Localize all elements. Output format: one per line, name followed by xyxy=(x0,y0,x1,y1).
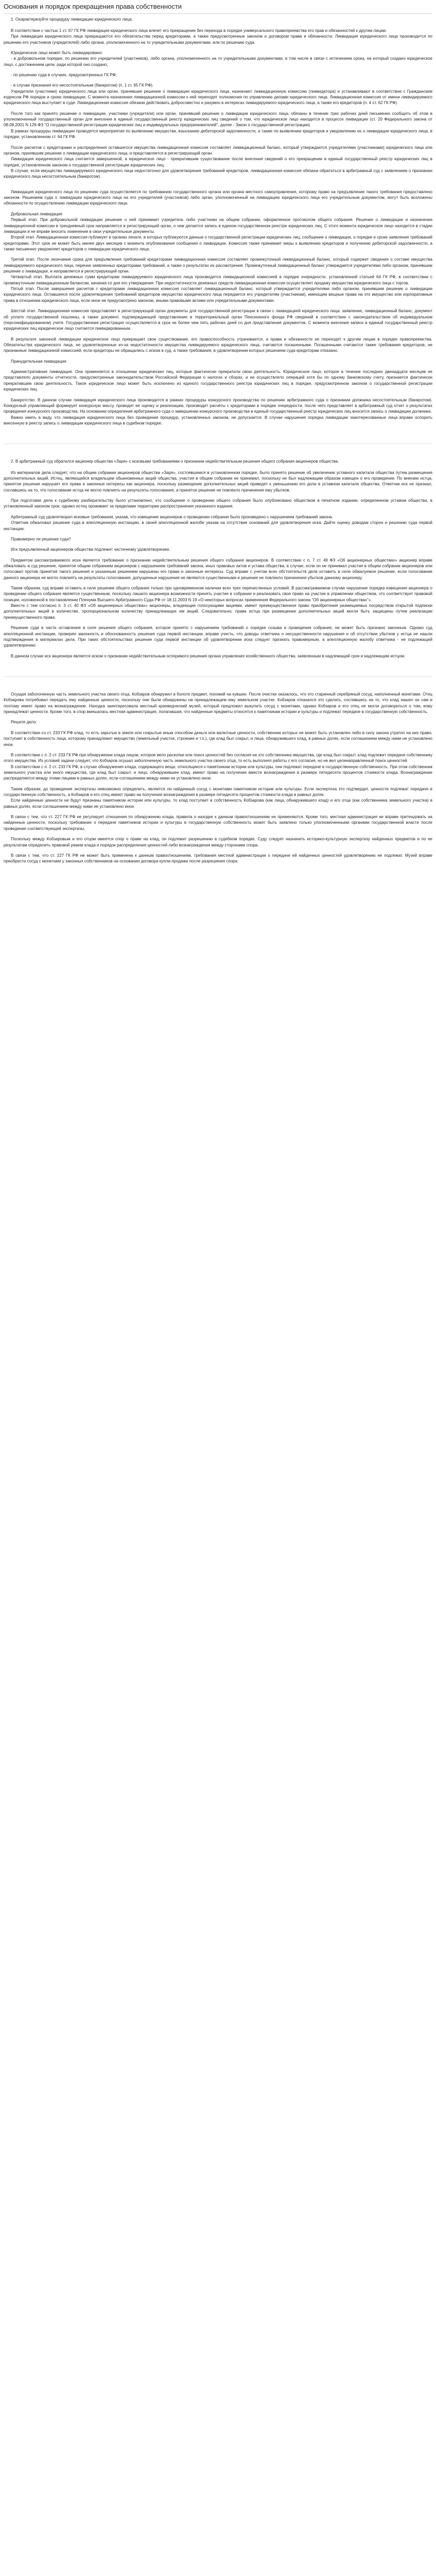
question-2-title: 2. В арбитражный суд обратился акционер общества «Заря» с исковыми требованиями о признании недействительным решения общего собрания акционеров общества. xyxy=(11,459,339,464)
answer-paragraph: В связи с тем, что ст. 227 ГК РФ не регулирует отношения по обнаружению клада, правила о находке к данным правоотношениям не применяются. Кроме того, местная администрация не вправе претендовать на найденные ценности, поскольку требование о передаче памятников истории и культуры в государственную собственность может быть заявлено только уполномоченными органами государственной власти после проведения соответствующей экспертизы. xyxy=(4,815,432,831)
answer-paragraph: Учредители (участники) юридического лица или орган, принявшие решение о ликвидации юридического лица, назначают ликвидационную комиссию (ликвидатора) и устанавливают в соответствии с Гражданским кодексом РФ порядок и сроки ликвидации. С момента назначения ликвидационной комиссии к ней переходят полномочия по управлению делами юридического лица. Ликвидационная комиссия от имени ликвидируемого юридического лица выступает в суде. Ликвидационная комиссия обязана действовать добросовестно и разумно в интересах ликвидируемого юридического лица, а также его кредиторов (п. 4 ст. 62 ГК РФ). xyxy=(4,89,432,106)
answer-paragraph: При подготовке дела к судебному разбирательству было установлено, что сообщение о проведении общего собрания было опубликовано обществом в печатном издании, определенном уставом общества, в установленный законом срок, однако истец проживает за пределами территории распространения указанного издания. xyxy=(4,498,432,509)
answer-paragraph: В соответствии со ст. 233 ГК РФ клад, то есть зарытые в земле или сокрытые иным способом деньги или валютные ценности, собственник которых не может быть установлен либо в силу закона утратил на них право, поступает в собственность лица, которому принадлежит имущество (земельный участок, строение и т.п.), где клад был сокрыт, и лица, обнаружившего клад, в равных долях, если соглашением между ними не установлено иное. xyxy=(4,730,432,747)
answer-paragraph: Таким образом, суд вправе оставить в силе решение общего собрания только при одновременном наличии всех трех перечисленных условий. В рассматриваемом случае нарушение порядка извещения акционера о проведении общего собрания является существенным, поскольку лишило акционера возможности принять участие в собрании и реализовать свое право на участие в управлении обществом, что соответствует правовой позиции, изложенной в постановлении Пленума Высшего Арбитражного Суда РФ от 18.11.2003 N 19 «О некоторых вопросах применения Федерального закона "Об акционерных обществах"». xyxy=(4,586,432,602)
answer-paragraph: Осущая заболоченную часть земельного участка своего отца, Кобзаров обнаружил в болоте предмет, похожий на кувшин. После очистки оказалось, что это старинный серебряный сосуд, наполненный монетами. Отец Кобзарова потребовал передать ему найденные ценности, поскольку они были обнаружены на принадлежащем ему земельном участке. Кобзаров отказался это сделать, сославшись на то, что клад нашел он сам и поэтому имеет право на вознаграждение. Находка заинтересовала местный краеведческий музей, который предложил выкупить сосуд с монетами, однако Кобзаров и его отец не могли договориться о том, кому принадлежат ценности. Кроме того, в спор вмешалась местная администрация, полагавшая, что найденные предметы относятся к памятникам истории и культуры и подлежат передаче в государственную собственность. xyxy=(4,692,432,715)
answer-paragraph: Ответчик обжаловал решение суда в апелляционную инстанцию, в своей апелляционной жалобе указав на отсутствие оснований для удовлетворения иска. Дайте оценку доводам сторон и решению суда первой инстанции. xyxy=(4,520,432,531)
answer-paragraph: Банкротство. В данном случае ликвидация юридического лица производится в рамках процедуры конкурсного производства по решению арбитражного суда о признании должника несостоятельным (банкротом). Конкурсный управляющий формирует конкурсную массу, проводит ее оценку и реализацию, производит расчеты с кредиторами в порядке очередности, после чего представляет в арбитражный суд отчет о результатах проведения конкурсного производства. На основании определения арбитражного суда о завершении конкурсного производства в единый государственный реестр юридических лиц вносится запись о ликвидации должника. xyxy=(4,397,432,414)
answer-paragraph: Шестой этап. Ликвидационная комиссия представляет в регистрирующий орган документы для государственной регистрации в связи с ликвидацией юридического лица: заявление, ликвидационный баланс, документ об уплате государственной пошлины, а также документ, подтверждающий представление в территориальный орган Пенсионного фонда РФ сведений в соответствии с законодательством об индивидуальном (персонифицированном) учете. Государственная регистрация осуществляется в срок не более чем пять рабочих дней со дня представления документов. С момента внесения записи в единый государственный реестр юридических лиц юридическое лицо считается ликвидированным. xyxy=(4,309,432,331)
answer-paragraph: Добровольная ликвидация xyxy=(11,211,62,216)
answer-paragraph: Решение суда в части оставления в силе решения общего собрания, которое принято с нарушением требований о порядке созыва и проведения собрания, не может быть признано законным. Однако суд апелляционной инстанции, проверяя законность и обоснованность решения суда первой инстанции, вправе учесть, что доводы ответчика о несущественности нарушения и об отсутствии убытков у истца не нашли подтверждения в материалах дела. При таких обстоятельствах решение суда первой инстанции об удовлетворении иска следует признать правомерным, а апелляционную жалобу ответчика - не подлежащей удовлетворению. xyxy=(4,625,432,648)
answer-paragraph: Юридическое лицо может быть ликвидировано: xyxy=(11,50,103,55)
answer-paragraph: В результате законной ликвидации юридическое лицо прекращает свое существование, его правоспособность утрачивается, а права и обязанности не переходят к другим лицам в порядке правопреемства. Обязательства юридического лица, не удовлетворенные из-за недостаточности имущества ликвидируемого юридического лица, считаются погашенными. Погашенными считаются также требования кредиторов, не признанные ликвидационной комиссией, если кредиторы не обращались с иском в суд, а также требования, в удовлетворении которых решением суда кредиторам отказано. xyxy=(4,336,432,353)
answer-paragraph: Пятый этап. После завершения расчетов с кредиторами ликвидационная комиссия составляет ликвидационный баланс, который утверждается учредителями либо органом, принявшим решение о ликвидации юридического лица. Оставшееся после удовлетворения требований кредиторов имущество юридического лица передается его учредителям (участникам), имеющим вещные права на это имущество или корпоративные права в отношении юридического лица, если иное не предусмотрено законом, иными правовыми актами или учредительными документами. xyxy=(4,286,432,303)
answer-paragraph: Вместе с тем согласно п. 3 ст. 40 ФЗ «Об акционерных обществах» акционеры, владеющие голосующими акциями, имеют преимущественное право приобретения размещаемых посредством открытой подписки дополнительных акций в количестве, пропорциональном количеству принадлежащих им акций. Следовательно, права истца при размещении дополнительных акций могли быть защищены путем реализации преимущественного права. xyxy=(4,603,432,620)
answer-paragraph: В связи с тем, что ст. 227 ГК РФ не может быть применена к данным правоотношениям, требования местной администрации о передаче ей найденных ценностей удовлетворению не подлежат. Музей вправе приобрести сосуд с монетами у законных собственников на основании договора купли-продажи после разрешения спора. xyxy=(4,853,432,864)
answer-paragraph: Иск предъявленный акционером общества подлежит частичному удовлетворению. xyxy=(11,547,170,552)
answer-paragraph: - в случае признания его несостоятельным (банкротом) (п. 1 ст. 65 ГК РФ). xyxy=(11,83,154,88)
answer-paragraph: Таким образом, до проведения экспертизы невозможно определить, является ли найденный сосуд с монетами памятником истории или культуры. Если экспертиза это подтвердит, ценности подлежат передаче в государственную собственность, а Кобзаров и его отец имеют право на получение вознаграждения в размере пятидесяти процентов стоимости клада в равных долях. xyxy=(4,786,432,798)
answer-3 xyxy=(4,691,432,865)
answer-paragraph: Поскольку между Кобзаровым и его отцом имеется спор о праве на клад, он подлежит разрешению в судебном порядке. Суду следует назначить историко-культурную экспертизу найденных предметов и по ее результатам определить правовой режим клада и порядок распределения ценностей либо вознаграждения между сторонами спора. xyxy=(4,837,432,848)
answer-paragraph: - в добровольном порядке, по решению его учредителей (участников), либо органа, уполномоченного на то учредительными документами, в том числе в связи с истечением срока, на который создано юридическое лицо, с достижением цели, ради которой оно создано; xyxy=(4,56,432,67)
answer-paragraph: Важно иметь в виду, что ликвидация юридического лица без проведения процедур, установленных законом, не допускается. В случае нарушения порядка ликвидации заинтересованные лица вправе оспорить внесенную в реестр запись о ликвидации юридического лица в судебном порядке. xyxy=(4,415,432,426)
answer-paragraph: Административная ликвидация. Она применяется в отношении юридических лиц, которые фактически прекратили свою деятельность. Юридическое лицо, которое в течение последних двенадцати месяцев не представляло документы отчетности, предусмотренные законодательством Российской Федерации о налогах и сборах, и не осуществляло операций хотя бы по одному банковскому счету, признается фактически прекратившим свою деятельность. Такое юридическое лицо может быть исключено из единого государственного реестра юридических лиц в порядке, предусмотренном законом о государственной регистрации юридических лиц. xyxy=(4,369,432,392)
section-divider xyxy=(4,676,432,677)
answer-paragraph: Первый этап. При добровольной ликвидации решение о ней принимает учредитель либо участники на общем собрании, оформленное протоколом общего собрания. Решение о ликвидации и назначении ликвидационной комиссии в трехдневный срок направляется в регистрирующий орган, о чем делается запись в едином государственном реестре юридических лиц. С этого момента юридическое лицо находится в стадии ликвидации и не вправе вносить изменения в свои учредительные документы. xyxy=(4,217,432,234)
answer-paragraph: Решите дело. xyxy=(11,720,37,725)
answer-paragraph: - по решению суда в случаях, предусмотренных ГК РФ; xyxy=(11,72,117,77)
answer-paragraph: Второй этап. Ликвидационная комиссия публикует в органах печати, в которых публикуются данные о государственной регистрации юридических лиц, сообщение о ликвидации, о порядке и сроке заявления требований кредиторами. Этот срок не может быть менее двух месяцев с момента опубликования сообщения о ликвидации. Комиссия также принимает меры к выявлению кредиторов и получению дебиторской задолженности, а также письменно уведомляет кредиторов о ликвидации юридического лица. xyxy=(4,235,432,251)
answer-paragraph: После расчетов с кредиторами и распределения оставшегося имущества ликвидационная комиссия составляет ликвидационный баланс, который утверждается учредителями (участниками) юридического лица или органом, принявшим решение о ликвидации юридического лица, и представляется в регистрирующий орган. xyxy=(4,145,432,156)
answer-paragraph: Четвертый этап. Выплата денежных сумм кредиторам ликвидируемого юридического лица производится ликвидационной комиссией в порядке очередности, установленной статьей 64 ГК РФ, в соответствии с промежуточным ликвидационным балансом, начиная со дня его утверждения. При недостаточности денежных средств ликвидационная комиссия осуществляет продажу имущества юридического лица с торгов. xyxy=(4,275,432,285)
question-1-title: 1. Охарактеризуйте процедуру ликвидации юридического лица. xyxy=(11,17,133,22)
answer-paragraph: В рамках процедуры ликвидации проводятся мероприятия по выявлению имущества, взысканию дебиторской задолженности, а также по выявлению кредиторов и уведомлению их о ликвидации юридического лица, в порядке, установленном ст. 64 ГК РФ. xyxy=(4,128,432,140)
answer-paragraph: Принудительная ликвидация xyxy=(11,359,66,364)
answer-paragraph: Предметом рассматриваемого иска является требование о признании недействительным решения общего собрания акционеров. В соответствии с п. 7 ст. 49 ФЗ «Об акционерных обществах» акционер вправе обжаловать в суд решение, принятое общим собранием акционеров с нарушением требований закона, иных правовых актов и устава общества, в случае, если он не принимал участия в общем собрании акционеров или голосовал против принятия такого решения и указанным решением нарушены его права и законные интересы. Суд вправе с учетом всех обстоятельств дела оставить в силе обжалуемое решение, если голосование данного акционера не могло повлиять на результаты голосования, допущенные нарушения не являются существенными и решение не повлекло причинения убытков данному акционеру. xyxy=(4,557,432,580)
answer-paragraph: Правомерно ли решение суда? xyxy=(11,536,71,541)
answer-paragraph: После того как принято решение о ликвидации, участники (учредители) или орган, принявший решение о ликвидации юридического лица, обязаны в течение трех рабочих дней письменно сообщить об этом в уполномоченный государственный орган для внесения в единый государственный реестр юридических лиц сведений о том, что юридическое лицо находится в процессе ликвидации (ст. 20 Федерального закона от 08.08.2001 N 129-ФЗ "О государственной регистрации юридических лиц и индивидуальных предпринимателей", далее - Закон о государственной регистрации). xyxy=(4,111,432,128)
document-page xyxy=(0,0,436,868)
answer-1 xyxy=(4,28,432,426)
answer-paragraph: Если найденные ценности не будут признаны памятником истории или культуры, то клад поступает в собственность Кобзарова (как лица, обнаружившего клад) и его отца (как собственника земельного участка) в равных долях, если соглашением между ними не установлено иное. xyxy=(4,798,432,809)
answer-paragraph: В соответствии с частью 1 ст. 67 ГК РФ ликвидация юридического лица влечет его прекращение без перехода в порядке универсального правопреемства его прав и обязанностей к другим лицам. xyxy=(11,28,387,33)
answer-paragraph: Ликвидация юридического лица по решению суда осуществляется по требованию государственного органа или органа местного самоуправления, которому право на предъявление такого требования предоставлено законом. Решением суда о ликвидации юридического лица на его учредителей (участников) либо орган, уполномоченный на ликвидацию юридического лица его учредительным документом, могут быть возложены обязанности по осуществлению ликвидации юридического лица. xyxy=(4,189,432,206)
page-title: Основания и порядок прекращения права собственности xyxy=(4,2,432,14)
answer-paragraph: Арбитражный суд удовлетворил исковые требования, указав, что извещение акционеров о проведении собрания было произведено с нарушением требований закона. xyxy=(11,514,333,519)
answer-paragraph: В случае, если имущество ликвидируемого юридического лица недостаточно для удовлетворения требований кредиторов, ликвидационная комиссия обязана обратиться в арбитражный суд с заявлением о признании юридического лица несостоятельным (банкротом). xyxy=(4,168,432,179)
answer-paragraph: В соответствии с п. 2 ст. 233 ГК РФ при обнаружении клада лицом, которое вело раскопки или поиск ценностей без согласия на это собственника имущества, где клад был сокрыт, клад подлежит передаче собственнику этого имущества. Из условий задачи следует, что Кобзаров осушал заболоченную часть земельного участка своего отца, то есть выполнял работы с его согласия, но не вел целенаправленный поиск ценностей. xyxy=(4,752,432,764)
answer-paragraph: Третий этап. После окончания срока для предъявления требований кредиторами ликвидационная комиссия составляет промежуточный ликвидационный баланс, который содержит сведения о составе имущества ликвидируемого юридического лица, перечне заявленных кредиторами требований, а также о результатах их рассмотрения. Промежуточный ликвидационный баланс утверждается учредителями либо органом, принявшим решение о ликвидации, и направляется в регистрирующий орган. xyxy=(4,257,432,274)
answer-paragraph: Ликвидация юридического лица считается завершенной, а юридическое лицо - прекратившим существование после внесения сведений о его прекращении в единый государственный реестр юридических лиц в порядке, установленном законом о государственной регистрации юридических лиц. xyxy=(4,157,432,167)
answer-paragraph: Из материалов дела следует, что на общем собрании акционеров общества «Заря», состоявшемся в установленном порядке, было принято решение об увеличении уставного капитала общества путем размещения дополнительных акций. Истец, являющийся владельцем обыкновенных акций общества, участия в общем собрании не принимал, поскольку не был надлежащим образом извещен о его проведении. По мнению истца, принятое решение нарушает его права и законные интересы как акционера, поскольку размещение дополнительных акций приведет к уменьшению его доли в уставном капитале общества. Ответчик иск не признал, сославшись на то, что голосование истца не могло повлиять на результаты голосования, а принятое решение не повлекло причинения ему убытков. xyxy=(4,470,432,493)
answer-paragraph: В соответствии с п. 2 ст. 233 ГК РФ, в случае обнаружения клада, содержащего вещи, относящиеся к памятникам истории или культуры, они подлежат передаче в государственную собственность. При этом собственник земельного участка или иного имущества, где клад был сокрыт, и лицо, обнаружившее клад, имеют право на получение вместе вознаграждения в размере пятидесяти процентов стоимости клада. Вознаграждение распределяется между этими лицами в равных долях, если соглашением между ними не установлено иное. xyxy=(4,764,432,781)
answer-paragraph: В данном случае иск акционера является иском о признании недействительным оспоримого решения органа управления хозяйственного общества, заявленным в надлежащий срок и надлежащим истцом. xyxy=(11,653,406,658)
answer-paragraph: При ликвидации юридического лица прекращаются его обязательства перед кредиторами, а также предусмотренные законом и договором права и обязанности. Ликвидация юридического лица производится по решению его участников (учредителей) либо органа, уполномоченного на то учредительными документами, или по решению суда. xyxy=(4,34,432,45)
answer-2 xyxy=(4,470,432,659)
